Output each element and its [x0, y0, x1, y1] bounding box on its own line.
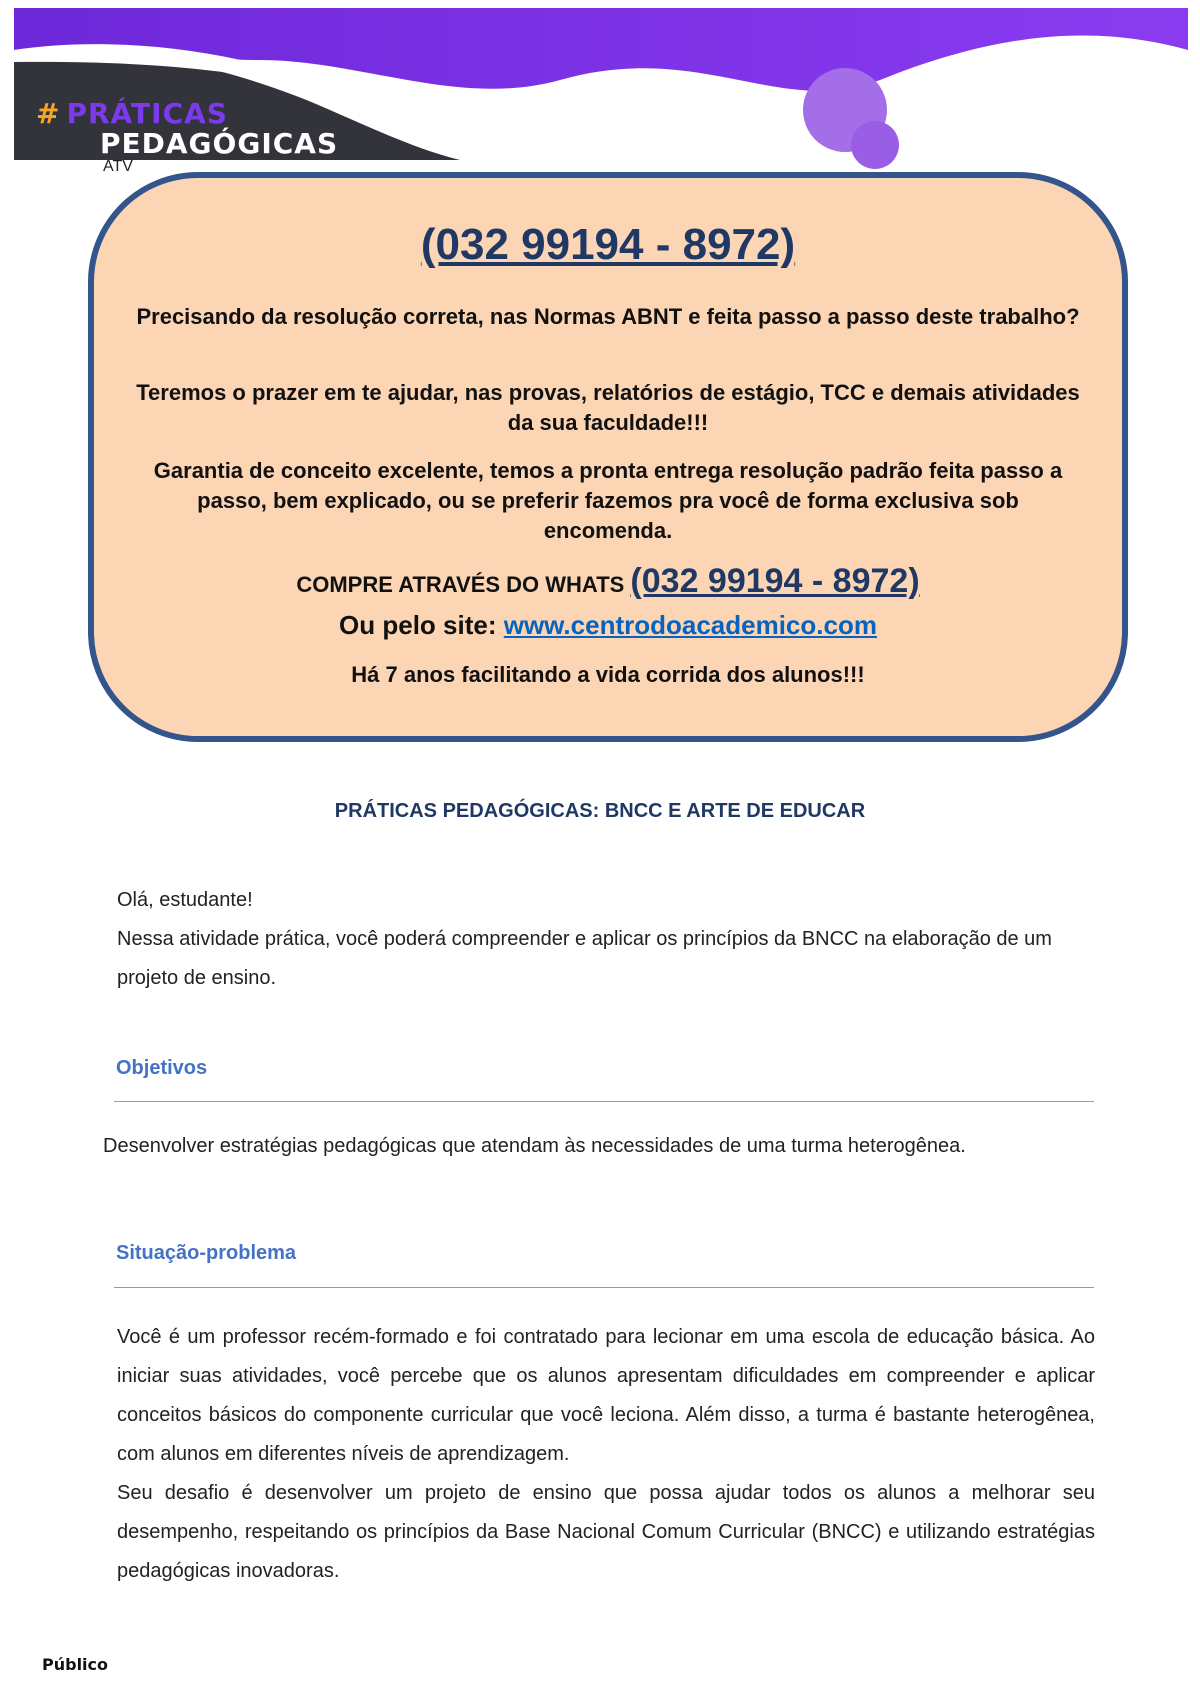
site-link[interactable]: www.centrodoacademico.com	[503, 610, 877, 640]
objetivos-divider	[114, 1101, 1094, 1102]
intro-text: Nessa atividade prática, você poderá compreender e aplicar os princípios da BNCC na elaboração de um projeto de ensino.	[117, 928, 1052, 989]
logo-line-1	[36, 97, 338, 130]
promo-phone-heading: (032 99194 - 8972)	[420, 220, 796, 269]
objetivos-heading: Objetivos	[116, 1057, 208, 1079]
situacao-divider	[114, 1287, 1094, 1288]
promo-site-line	[94, 610, 1122, 641]
brand-logo	[36, 97, 339, 160]
situacao-heading: Situação-problema	[116, 1242, 297, 1264]
situacao-paragraph-2: Seu desafio é desenvolver um projeto de ensino que possa ajudar todos os alunos a melhorar seu desempenho, respeitando os princípios da Base Nacional Comum Curricular (BNCC) e utilizando estratégias pedagógicas inovadoras.	[117, 1482, 1095, 1582]
promo-paragraph-3: Garantia de conceito excelente, temos a pronta entrega resolução padrão feita passo a passo, bem explicado, ou se preferir fazemos pra você de forma exclusiva sob encomenda.	[153, 458, 1063, 543]
promo-whats-line	[94, 562, 1122, 601]
classification-footer: Público	[42, 1655, 109, 1674]
atv-label: ATV	[103, 158, 133, 175]
document-title: PRÁTICAS PEDAGÓGICAS: BNCC E ARTE DE EDUCAR	[334, 800, 866, 822]
intro-paragraph	[117, 881, 1095, 998]
promo-tagline: Há 7 anos facilitando a vida corrida dos alunos!!!	[351, 662, 865, 687]
whats-phone: (032 99194 - 8972)	[630, 562, 920, 600]
logo-text-praticas: PRÁTICAS	[66, 97, 228, 130]
site-label: Ou pelo site:	[339, 610, 504, 640]
promo-paragraph-2: Teremos o prazer em te ajudar, nas provas, relatórios de estágio, TCC e demais atividades da sua faculdade!!!	[136, 380, 1080, 435]
promo-paragraph-1: Precisando da resolução correta, nas Normas ABNT e feita passo a passo deste trabalho?	[136, 304, 1080, 329]
decor-bubble-small	[851, 121, 899, 169]
situacao-paragraph-1: Você é um professor recém-formado e foi contratado para lecionar em uma escola de educação básica. Ao iniciar suas atividades, você percebe que os alunos apresentam dificuldades em compreender e aplicar conceitos básicos do componente curricular que você leciona. Além disso, a turma é bastante heterogênea, com alunos em diferentes níveis de aprendizagem.	[117, 1326, 1095, 1465]
objetivos-text: Desenvolver estratégias pedagógicas que atendam às necessidades de uma turma heterogênea.	[103, 1135, 966, 1157]
situacao-paragraphs	[117, 1318, 1095, 1591]
promo-box	[88, 172, 1128, 742]
whats-label: COMPRE ATRAVÉS DO WHATS	[296, 572, 631, 597]
intro-greeting: Olá, estudante!	[117, 889, 253, 911]
logo-line-2: PEDAGÓGICAS	[100, 127, 339, 160]
hash-icon: #	[36, 97, 61, 130]
